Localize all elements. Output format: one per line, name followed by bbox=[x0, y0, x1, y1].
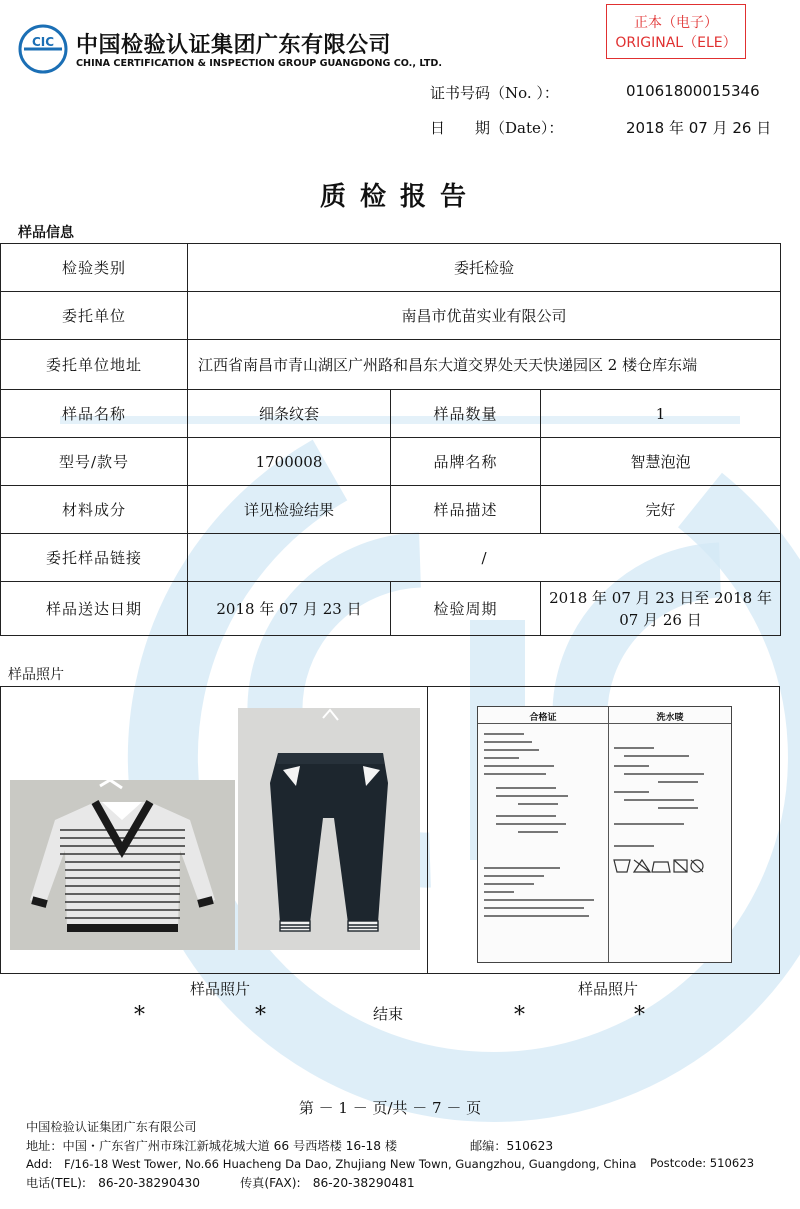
footer-fax: 传真(FAX): 86-20-38290481 bbox=[240, 1176, 415, 1190]
photo-caption-right: 样品照片 bbox=[578, 980, 639, 998]
sample-link-label: 委托样品链接 bbox=[1, 534, 188, 582]
table-row bbox=[1, 340, 781, 390]
wash-label-title: 洗水唛 bbox=[656, 713, 684, 723]
label-card-photo bbox=[477, 706, 732, 963]
report-title: 质检报告 bbox=[319, 182, 480, 212]
sample-quantity-value: 1 bbox=[541, 390, 781, 438]
sample-quantity-label: 样品数量 bbox=[391, 390, 541, 438]
pants-photo bbox=[238, 708, 420, 950]
client-label: 委托单位 bbox=[1, 292, 188, 340]
certificate-date-label: 日 期（Date）： bbox=[430, 119, 564, 137]
organization-name-cn: 中国检验认证集团广东有限公司 bbox=[76, 33, 392, 58]
cic-logo bbox=[18, 24, 68, 74]
material-value: 详见检验结果 bbox=[188, 486, 391, 534]
footer-address-cn: 地址：中国・广东省广州市珠江新城花城大道 66 号西塔楼 16-18 楼 bbox=[26, 1139, 398, 1153]
end-star: * bbox=[134, 1003, 145, 1028]
table-row bbox=[1, 390, 781, 438]
label-card-rule bbox=[478, 723, 731, 724]
label-card-fine-print bbox=[478, 725, 731, 962]
client-address-value: 江西省南昌市青山湖区广州路和昌东大道交界处天天快递园区 2 楼仓库东端 bbox=[188, 340, 781, 390]
model-label: 型号/款号 bbox=[1, 438, 188, 486]
certificate-number-label: 证书号码（No. ）： bbox=[430, 84, 559, 102]
stamp-cn: 正本（电子） bbox=[634, 15, 718, 31]
description-label: 样品描述 bbox=[391, 486, 541, 534]
footer-postcode-cn: 邮编：510623 bbox=[470, 1139, 554, 1153]
certificate-card-title: 合格证 bbox=[529, 713, 557, 723]
table-row bbox=[1, 244, 781, 292]
sweater-photo bbox=[10, 780, 235, 950]
photo-caption-left: 样品照片 bbox=[190, 980, 251, 998]
brand-value: 智慧泡泡 bbox=[541, 438, 781, 486]
footer-tel: 电话(TEL): 86-20-38290430 bbox=[26, 1176, 200, 1190]
certificate-number: 01061800015346 bbox=[626, 82, 760, 100]
description-value: 完好 bbox=[541, 486, 781, 534]
material-label: 材料成分 bbox=[1, 486, 188, 534]
table-row bbox=[1, 438, 781, 486]
svg-text:CIC: CIC bbox=[31, 35, 55, 49]
footer-address-en: Add: F/16-18 West Tower, No.66 Huacheng Da Dao, Zhujiang New Town, Guangzhou, Guangdong, China bbox=[26, 1157, 637, 1171]
end-star: * bbox=[634, 1003, 645, 1028]
organization-name-en: CHINA CERTIFICATION & INSPECTION GROUP GUANGDONG CO., LTD. bbox=[76, 58, 442, 69]
original-stamp bbox=[606, 4, 746, 59]
certificate-date: 2018 年 07 月 26 日 bbox=[626, 119, 772, 137]
client-address-label: 委托单位地址 bbox=[1, 340, 188, 390]
sample-name-value: 细条纹套 bbox=[188, 390, 391, 438]
page-number: 第 － 1 － 页/共 － 7 － 页 bbox=[298, 1099, 482, 1117]
footer-postcode-en: Postcode: 510623 bbox=[650, 1156, 755, 1170]
delivery-date-value: 2018 年 07 月 23 日 bbox=[188, 582, 391, 636]
footer-company: 中国检验认证集团广东有限公司 bbox=[26, 1120, 197, 1134]
inspection-type-label: 检验类别 bbox=[1, 244, 188, 292]
brand-label: 品牌名称 bbox=[391, 438, 541, 486]
end-text: 结束 bbox=[373, 1005, 404, 1023]
inspection-type-value: 委托检验 bbox=[188, 244, 781, 292]
sample-photos-heading: 样品照片 bbox=[8, 667, 64, 683]
model-value: 1700008 bbox=[188, 438, 391, 486]
inspection-period-label: 检验周期 bbox=[391, 582, 541, 636]
sample-info-table bbox=[0, 243, 781, 636]
sample-name-label: 样品名称 bbox=[1, 390, 188, 438]
end-star: * bbox=[255, 1003, 266, 1028]
table-row bbox=[1, 292, 781, 340]
sample-link-value: / bbox=[188, 534, 781, 582]
table-row bbox=[1, 534, 781, 582]
photo-divider bbox=[427, 686, 428, 974]
sample-info-heading: 样品信息 bbox=[18, 225, 74, 241]
inspection-period-value: 2018 年 07 月 23 日至 2018 年 07 月 26 日 bbox=[541, 582, 781, 636]
table-row bbox=[1, 486, 781, 534]
delivery-date-label: 样品送达日期 bbox=[1, 582, 188, 636]
client-value: 南昌市优苗实业有限公司 bbox=[188, 292, 781, 340]
table-row bbox=[1, 582, 781, 636]
stamp-en: ORIGINAL（ELE） bbox=[615, 35, 737, 51]
end-star: * bbox=[514, 1003, 525, 1028]
